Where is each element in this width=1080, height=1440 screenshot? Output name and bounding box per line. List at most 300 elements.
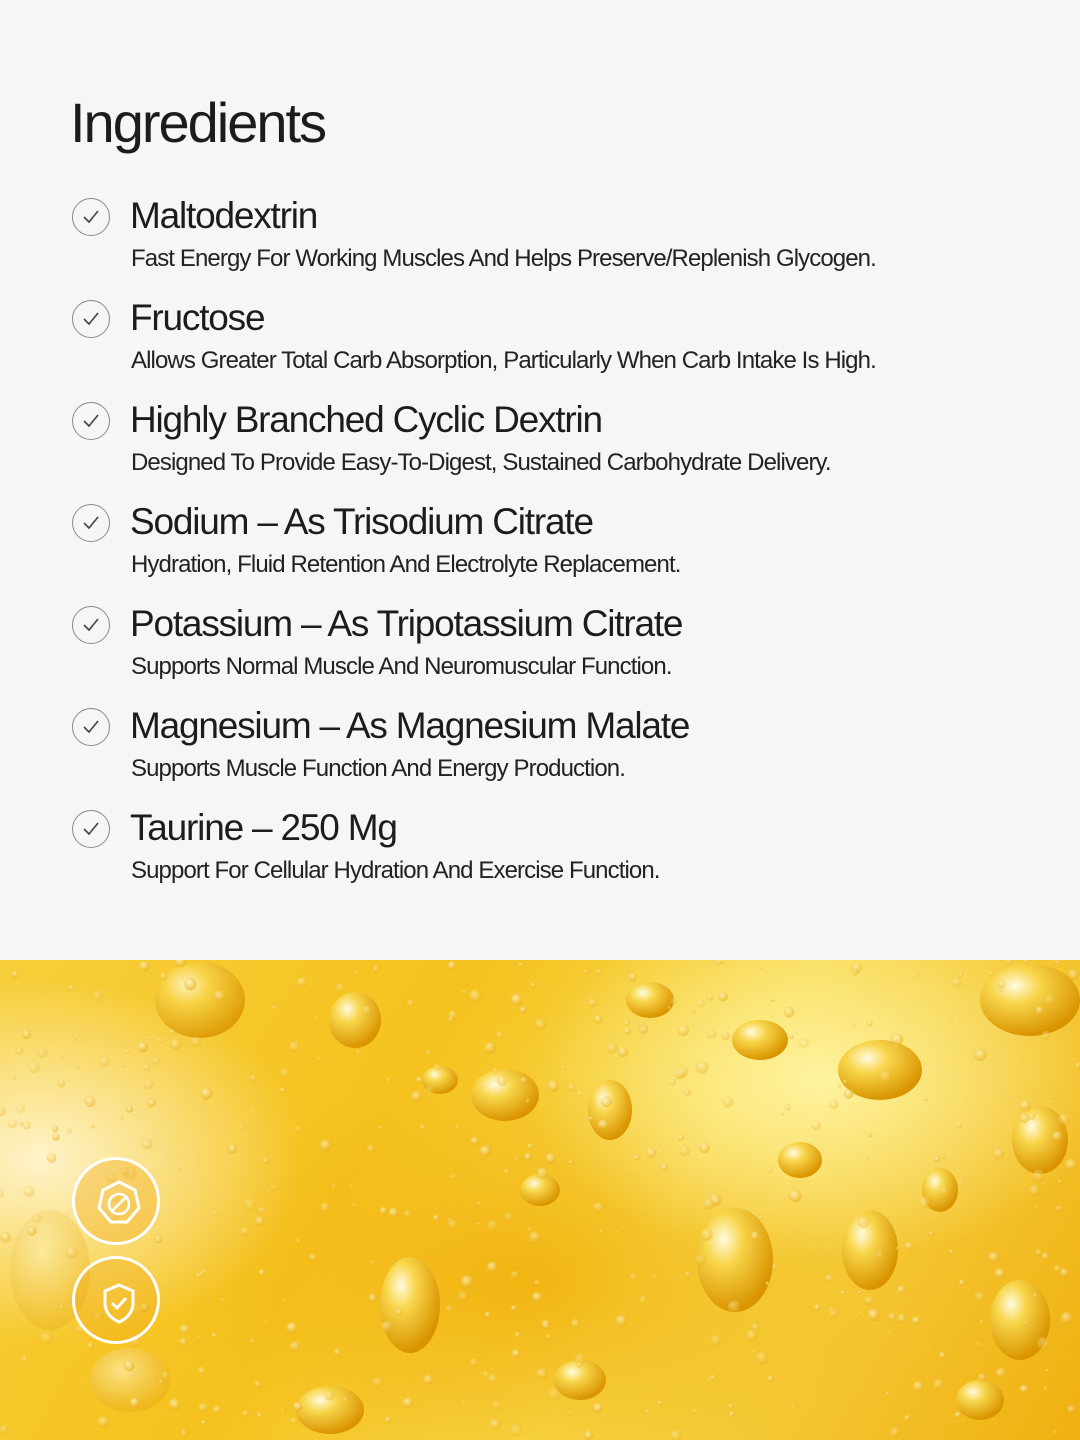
droplet xyxy=(0,1425,9,1434)
droplet xyxy=(462,990,466,994)
droplet xyxy=(254,1381,262,1389)
droplet xyxy=(684,1089,691,1096)
droplet xyxy=(718,992,728,1002)
droplet xyxy=(897,1314,907,1324)
droplet xyxy=(897,1285,906,1294)
droplet xyxy=(916,973,919,976)
droplet xyxy=(450,1173,457,1180)
droplet xyxy=(577,1362,583,1368)
droplet xyxy=(471,1137,479,1145)
droplet xyxy=(504,1212,514,1222)
droplet xyxy=(888,1313,896,1321)
droplet xyxy=(696,1061,709,1074)
droplet xyxy=(1051,1043,1055,1047)
droplet xyxy=(784,1104,790,1110)
droplet xyxy=(170,1038,182,1050)
droplet xyxy=(297,977,308,988)
droplet xyxy=(997,979,1006,988)
droplet xyxy=(715,960,723,965)
droplet xyxy=(286,1322,298,1334)
droplet xyxy=(334,1348,342,1356)
droplet xyxy=(280,1087,286,1093)
droplet xyxy=(493,1068,498,1073)
droplet xyxy=(837,1084,841,1088)
droplet xyxy=(272,1186,276,1190)
check-icon xyxy=(72,402,110,440)
droplet xyxy=(957,1123,962,1128)
droplet xyxy=(22,1121,31,1130)
droplet xyxy=(373,1377,383,1387)
check-icon xyxy=(72,606,110,644)
droplet xyxy=(974,1291,985,1302)
droplet xyxy=(141,1139,152,1150)
droplet xyxy=(616,1315,628,1327)
droplet xyxy=(90,1124,95,1129)
droplet xyxy=(661,1163,669,1171)
droplet xyxy=(577,1091,583,1097)
droplet xyxy=(446,1305,453,1312)
droplet xyxy=(352,1203,356,1207)
droplet xyxy=(890,1427,901,1438)
droplet xyxy=(482,1371,489,1378)
droplet xyxy=(865,1156,869,1160)
droplet xyxy=(511,994,523,1006)
droplet xyxy=(362,1005,372,1015)
droplet xyxy=(263,1158,269,1164)
droplet xyxy=(125,1048,131,1054)
droplet xyxy=(1035,1249,1041,1255)
droplet xyxy=(561,1065,565,1069)
droplet xyxy=(529,1231,542,1244)
droplet xyxy=(868,1309,880,1321)
droplet xyxy=(913,1381,924,1392)
droplet xyxy=(799,1038,809,1048)
droplet xyxy=(36,1047,47,1058)
droplet xyxy=(954,1412,961,1419)
droplet xyxy=(184,978,196,990)
droplet xyxy=(978,1373,986,1381)
droplet xyxy=(296,1239,300,1243)
droplet xyxy=(81,1381,85,1385)
ingredient-description: Supports Muscle Function And Energy Production. xyxy=(131,755,625,782)
droplet xyxy=(958,1180,965,1187)
droplet xyxy=(239,1126,244,1131)
droplet xyxy=(343,1397,348,1402)
droplet xyxy=(8,1118,18,1128)
droplet xyxy=(0,1190,4,1198)
droplet xyxy=(880,1071,892,1083)
droplet xyxy=(23,1186,34,1197)
droplet xyxy=(487,1220,499,1232)
list-item xyxy=(70,498,1030,600)
droplet xyxy=(988,971,994,977)
droplet xyxy=(373,966,379,972)
droplet xyxy=(458,1291,469,1302)
droplet xyxy=(166,1245,170,1249)
droplet xyxy=(886,1391,890,1395)
ingredient-name: Sodium – As Trisodium Citrate xyxy=(130,501,593,542)
droplet xyxy=(461,1276,474,1289)
clean-sport-badge xyxy=(72,1157,160,1245)
droplet xyxy=(868,1133,873,1138)
droplet xyxy=(281,1409,286,1414)
check-icon xyxy=(72,198,110,236)
droplet xyxy=(767,1375,774,1382)
droplet xyxy=(1042,1031,1051,1040)
droplet xyxy=(537,1167,549,1179)
droplet xyxy=(618,1047,628,1057)
droplet xyxy=(180,1429,187,1436)
droplet xyxy=(381,1321,392,1332)
droplet xyxy=(335,983,345,993)
droplet xyxy=(395,1308,402,1315)
droplet xyxy=(596,969,602,975)
droplet xyxy=(489,1418,501,1430)
page-title: Ingredients xyxy=(70,91,326,154)
droplet xyxy=(455,1125,459,1129)
droplet xyxy=(152,1057,160,1065)
droplet xyxy=(606,1042,617,1053)
droplet xyxy=(1045,994,1056,1005)
droplet xyxy=(265,1320,269,1324)
droplet xyxy=(250,1075,257,1082)
droplet xyxy=(287,1418,290,1421)
ingredient-name: Fructose xyxy=(130,297,265,338)
droplet xyxy=(477,1222,480,1225)
lab-tested-badge xyxy=(72,1256,160,1344)
list-item xyxy=(70,702,1030,804)
droplet xyxy=(433,1215,440,1222)
droplet xyxy=(318,1057,321,1060)
droplet xyxy=(74,1036,78,1040)
droplet xyxy=(27,1226,37,1236)
droplet xyxy=(599,1230,603,1234)
droplet xyxy=(781,1112,784,1115)
droplet xyxy=(143,1064,151,1072)
droplet xyxy=(1052,1429,1058,1435)
droplet xyxy=(1020,1385,1029,1394)
droplet xyxy=(85,1096,96,1107)
droplet xyxy=(488,1374,497,1383)
droplet xyxy=(958,971,964,977)
ingredient-name: Maltodextrin xyxy=(130,195,318,236)
droplet xyxy=(766,1282,770,1286)
droplet xyxy=(290,1417,297,1424)
droplet xyxy=(999,989,1002,992)
droplet xyxy=(912,1316,921,1325)
droplet xyxy=(325,1391,334,1400)
droplet xyxy=(746,1330,758,1342)
droplet xyxy=(179,1338,188,1347)
droplet xyxy=(293,1402,302,1411)
droplet xyxy=(667,1006,671,1010)
droplet xyxy=(448,961,457,970)
droplet xyxy=(66,1247,78,1259)
droplet xyxy=(784,1007,795,1018)
droplet xyxy=(200,1087,212,1099)
droplet xyxy=(934,1155,941,1162)
droplet xyxy=(250,1339,255,1344)
droplet xyxy=(524,1153,532,1161)
droplet xyxy=(942,1155,946,1159)
droplet xyxy=(197,1336,200,1339)
droplet xyxy=(993,1148,1004,1159)
ingredient-list xyxy=(70,192,1030,906)
droplet xyxy=(320,1139,332,1151)
droplet xyxy=(159,1380,163,1384)
droplet xyxy=(767,1167,773,1173)
droplet xyxy=(789,1035,793,1039)
droplet xyxy=(511,1271,519,1279)
droplet xyxy=(11,971,18,978)
droplet xyxy=(470,1359,478,1367)
droplet xyxy=(403,1398,414,1409)
droplet xyxy=(568,1411,572,1415)
droplet xyxy=(791,1406,794,1409)
droplet xyxy=(198,1403,208,1413)
droplet xyxy=(243,1198,256,1211)
droplet xyxy=(369,1294,378,1303)
droplet xyxy=(697,999,705,1007)
droplet xyxy=(407,999,415,1007)
droplet xyxy=(22,1356,28,1362)
droplet xyxy=(19,1121,23,1125)
droplet xyxy=(707,1029,717,1039)
droplet xyxy=(699,1143,710,1154)
droplet xyxy=(828,1307,834,1313)
droplet xyxy=(679,1145,690,1156)
droplet xyxy=(959,1279,966,1286)
droplet xyxy=(547,1080,559,1092)
droplet xyxy=(729,1411,735,1417)
droplet xyxy=(160,972,168,980)
droplet xyxy=(1048,1116,1051,1119)
list-item xyxy=(70,396,1030,498)
droplet xyxy=(977,1343,981,1347)
droplet xyxy=(68,985,75,992)
droplet xyxy=(425,1086,434,1095)
droplet xyxy=(1024,1321,1028,1325)
droplet xyxy=(47,1153,57,1163)
droplet xyxy=(448,1017,454,1023)
droplet xyxy=(32,1214,41,1223)
droplet xyxy=(995,1268,1006,1279)
droplet xyxy=(532,1292,543,1303)
droplet xyxy=(639,1296,648,1305)
droplet xyxy=(411,1091,422,1102)
droplet xyxy=(512,1349,521,1358)
droplet xyxy=(497,1075,508,1086)
droplet xyxy=(289,1041,300,1052)
droplet xyxy=(1035,1205,1038,1208)
droplet xyxy=(924,1097,928,1101)
droplet xyxy=(355,971,359,975)
droplet xyxy=(638,1022,644,1028)
droplet xyxy=(511,1305,517,1311)
droplet xyxy=(139,961,149,971)
droplet xyxy=(670,998,677,1005)
droplet xyxy=(988,1252,999,1263)
droplet xyxy=(653,1275,657,1279)
droplet xyxy=(1029,1185,1040,1196)
droplet xyxy=(331,1184,336,1189)
droplet xyxy=(1052,1131,1062,1141)
droplet xyxy=(934,1379,944,1389)
droplet xyxy=(1019,1113,1029,1123)
droplet xyxy=(752,1350,756,1354)
ingredient-description: Supports Normal Muscle And Neuromuscular Function. xyxy=(131,653,672,680)
droplet xyxy=(179,1324,190,1335)
droplet xyxy=(1065,1159,1078,1172)
droplet xyxy=(519,1006,527,1014)
droplet xyxy=(1019,1100,1031,1112)
droplet xyxy=(840,1290,845,1295)
droplet xyxy=(169,1029,175,1035)
ingredient-name: Magnesium – As Magnesium Malate xyxy=(130,705,690,746)
droplet xyxy=(657,1401,662,1406)
droplet xyxy=(367,1145,376,1154)
droplet xyxy=(594,1015,603,1024)
droplet xyxy=(866,1020,873,1027)
droplet xyxy=(722,1097,733,1108)
droplet xyxy=(949,1020,953,1024)
ingredient-description: Hydration, Fluid Retention And Electrolyte Replacement. xyxy=(131,551,681,578)
droplet xyxy=(844,1089,854,1099)
droplet xyxy=(295,1126,301,1132)
droplet xyxy=(598,1119,608,1129)
droplet xyxy=(928,1230,934,1236)
droplet xyxy=(199,1271,204,1276)
droplet xyxy=(571,1319,581,1329)
droplet xyxy=(701,1229,713,1241)
list-item xyxy=(70,804,1030,906)
ingredient-name: Taurine – 250 Mg xyxy=(130,807,397,848)
droplet xyxy=(314,1017,318,1021)
ingredient-name: Highly Branched Cyclic Dextrin xyxy=(130,399,602,440)
droplet xyxy=(250,1109,254,1113)
droplet xyxy=(126,1105,133,1112)
droplet xyxy=(858,1311,861,1314)
droplet xyxy=(685,1272,690,1277)
droplet xyxy=(1036,1006,1044,1014)
droplet xyxy=(40,1332,53,1345)
droplet xyxy=(386,1078,391,1083)
droplet xyxy=(678,1066,689,1077)
droplet xyxy=(629,973,637,981)
droplet xyxy=(588,998,597,1007)
droplet xyxy=(1058,1114,1070,1126)
droplet xyxy=(1046,1369,1049,1372)
droplet xyxy=(547,1334,551,1338)
droplets-photo xyxy=(0,960,1080,1440)
droplet xyxy=(228,1144,238,1154)
droplet xyxy=(1023,960,1029,964)
droplet xyxy=(631,1170,635,1174)
droplet xyxy=(695,1254,706,1265)
droplet xyxy=(423,1375,433,1385)
droplet xyxy=(378,1126,382,1130)
droplet xyxy=(691,1009,695,1013)
droplet xyxy=(629,1273,637,1281)
droplet xyxy=(646,1148,657,1159)
droplet xyxy=(420,1124,426,1130)
droplet xyxy=(534,1280,540,1286)
droplet xyxy=(75,1064,80,1069)
droplet xyxy=(1054,1265,1062,1273)
droplet xyxy=(213,1405,222,1414)
droplet xyxy=(280,1068,290,1078)
droplet xyxy=(1005,960,1012,965)
droplet xyxy=(927,1345,931,1349)
droplet xyxy=(535,1018,547,1030)
droplet xyxy=(130,1398,140,1408)
list-item xyxy=(70,192,1030,294)
droplet xyxy=(169,1398,181,1410)
droplet xyxy=(668,1027,671,1030)
droplet xyxy=(589,1116,594,1121)
droplet xyxy=(385,1416,392,1423)
droplet xyxy=(996,1368,1006,1378)
droplet xyxy=(593,1403,603,1413)
droplet xyxy=(425,1049,432,1056)
droplet xyxy=(771,998,775,1002)
droplet xyxy=(536,1368,548,1380)
droplet xyxy=(144,1079,154,1089)
droplet xyxy=(974,1049,986,1061)
ingredient-description: Allows Greater Total Carb Absorption, Particularly When Carb Intake Is High. xyxy=(131,347,876,374)
droplet xyxy=(389,1208,399,1218)
droplet xyxy=(67,1128,72,1133)
droplet xyxy=(356,1050,360,1054)
droplet xyxy=(289,1341,300,1352)
droplet xyxy=(158,1038,164,1044)
droplet xyxy=(864,1296,874,1306)
droplet xyxy=(708,1377,713,1382)
droplet xyxy=(896,1247,899,1250)
droplet xyxy=(124,1360,135,1371)
droplet xyxy=(16,1104,25,1113)
droplet xyxy=(371,1261,375,1265)
droplet xyxy=(477,1201,481,1205)
droplet xyxy=(1056,1205,1063,1212)
droplet xyxy=(349,1184,353,1188)
droplet xyxy=(52,1133,60,1141)
droplet xyxy=(213,1210,219,1216)
droplet xyxy=(200,1104,203,1107)
droplet xyxy=(80,1010,85,1015)
list-item xyxy=(70,600,1030,702)
droplet xyxy=(851,962,862,973)
droplet xyxy=(462,1400,467,1405)
droplet xyxy=(12,1076,16,1080)
droplet xyxy=(712,1197,721,1206)
droplet xyxy=(448,1217,453,1222)
droplet xyxy=(197,1367,205,1375)
droplet xyxy=(772,1264,778,1270)
droplet xyxy=(492,1401,502,1411)
droplet xyxy=(320,1202,330,1212)
droplet xyxy=(1075,1062,1080,1069)
droplet xyxy=(858,1290,862,1294)
droplet xyxy=(99,1056,110,1067)
droplet xyxy=(825,1274,833,1282)
droplet xyxy=(526,1099,530,1103)
droplet xyxy=(548,1388,561,1401)
droplet xyxy=(789,1190,802,1203)
droplet xyxy=(212,1333,217,1338)
droplet xyxy=(939,1352,946,1359)
droplet xyxy=(242,1410,249,1417)
